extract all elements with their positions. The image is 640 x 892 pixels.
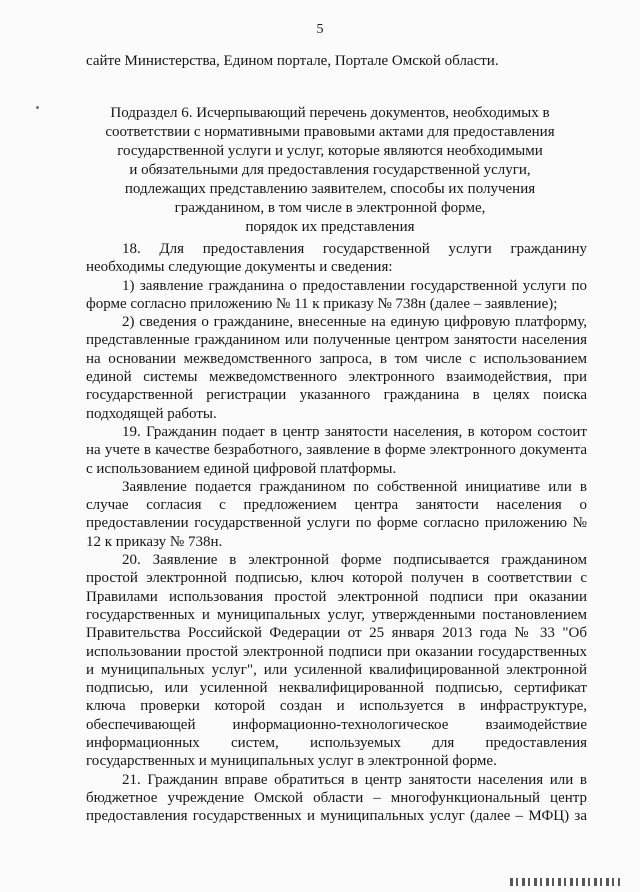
scan-mark <box>36 106 39 109</box>
heading-line: Подраздел 6. Исчерпывающий перечень документов, необходимых в <box>110 105 550 121</box>
heading-line: порядок их представления <box>245 219 415 235</box>
paragraph-application: Заявление подается гражданином по собственной инициативе или в случае согласия с предложением центра занятости населения о предоставлении государственной услуги по форме согласно приложению № 12 к приказу № 738н. <box>86 478 587 550</box>
heading-line: гражданином, в том числе в электронной форме, <box>174 200 486 216</box>
heading-line: соответствии с нормативными правовыми актами для предоставления <box>105 124 555 140</box>
heading-line: и обязательными для предоставления государственной услуги, <box>129 162 531 178</box>
heading-line: государственной услуги и услуг, которые являются необходимыми <box>117 143 543 159</box>
paragraph-21: 21. Гражданин вправе обратиться в центр занятости населения или в бюджетное учреждение Омской области – многофункциональный центр предоставления государственных и муниципальных услуг (далее – МФЦ) за <box>86 771 587 825</box>
paragraph-18: 18. Для предоставления государственной услуги гражданину необходимы следующие документы и сведения: <box>86 241 587 276</box>
heading-line: подлежащих представлению заявителем, способы их получения <box>124 181 536 197</box>
paragraph-19: 19. Гражданин подает в центр занятости населения, в котором состоит на учете в качестве безработного, заявление в форме электронного документа с использованием единой цифровой платформы. <box>86 423 587 477</box>
scan-edge-mark <box>510 878 620 886</box>
document-body <box>86 240 587 826</box>
paragraph-item-2: 2) сведения о гражданине, внесенные на единую цифровую платформу, представленные гражданином или полученные центром занятости населения на основании межведомственного запроса, в том числе с использованием единой системы межведомственного электронного взаимодействия, при государственной регистрации указанного гражданина в целях поиска подходящей работы. <box>86 314 587 422</box>
paragraph-20: 20. Заявление в электронной форме подписывается гражданином простой электронной подписью, ключ которой получен в соответствии с Правилами использования простой электронной подписи при оказании государственных и муниципальных услуг, утвержденными постановлением Правительства Российской Федерации от 25 января 2013 года № 33 "Об использовании простой электронной подписи при оказании государственных и муниципальных услуг", или усиленной квалифицированной электронной подписью, или усиленной неквалифицированной подписью, сертификат ключа проверки которой создан и используется в инфраструктуре, обеспечивающей информационно-технологическое взаимодействие информационных систем, используемых для предоставления государственных и муниципальных услуг в электронной форме. <box>86 552 587 770</box>
paragraph-item-1: 1) заявление гражданина о предоставлении государственной услуги по форме согласно приложению № 11 к приказу № 738н (далее – заявление); <box>86 277 587 312</box>
lead-line: сайте Министерства, Едином портале, Портале Омской области. <box>86 53 499 69</box>
page-number: 5 <box>316 22 324 37</box>
subsection-heading <box>70 104 590 237</box>
